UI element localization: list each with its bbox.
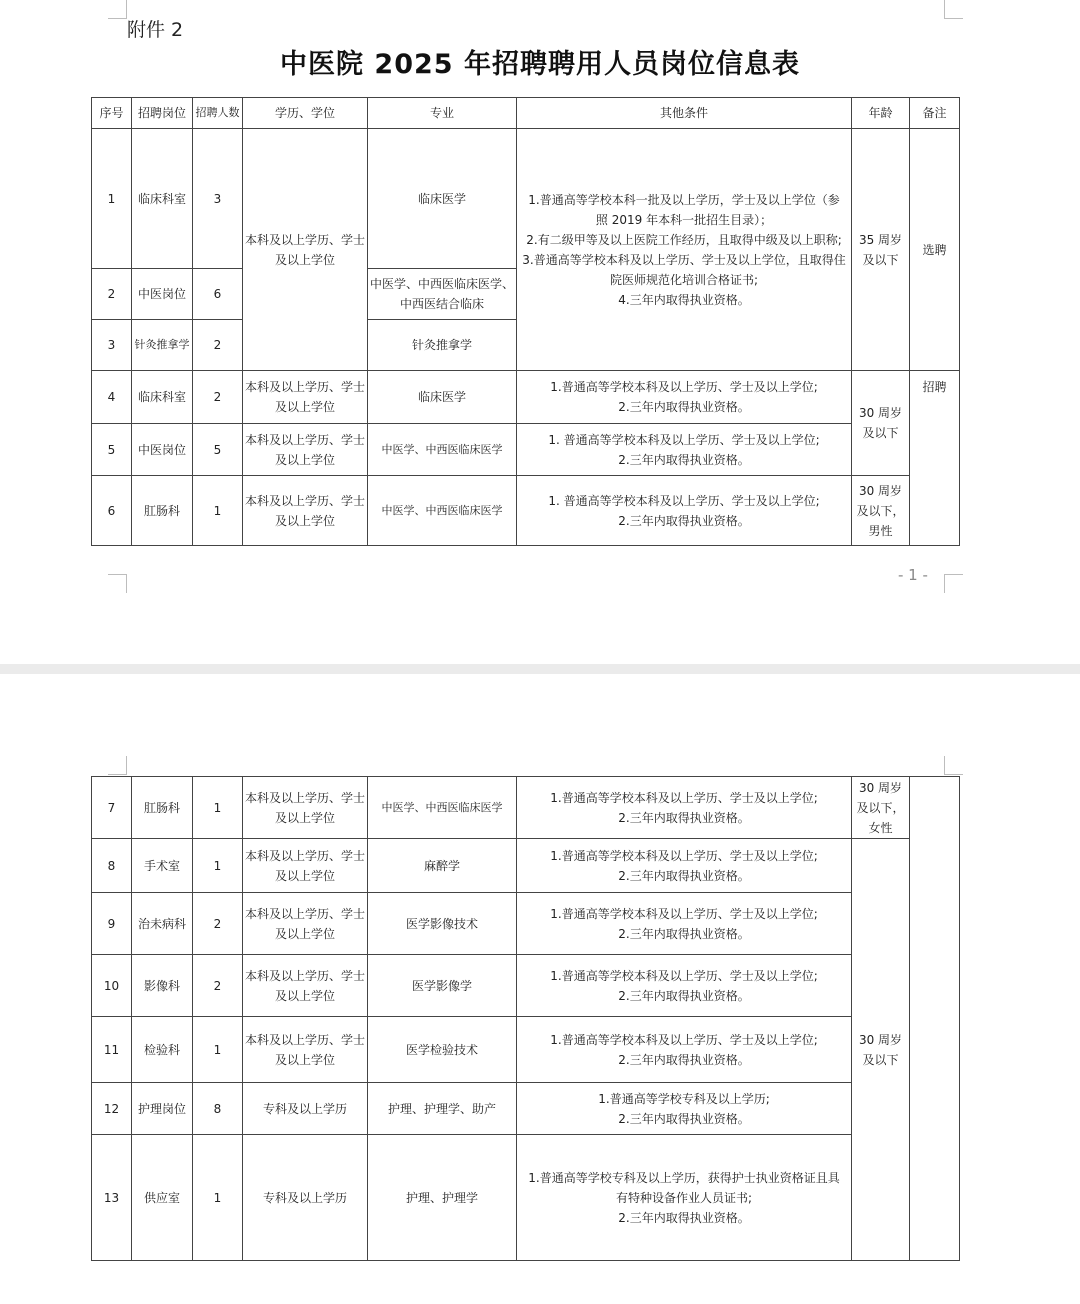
condition-line: 1.普通高等学校专科及以上学历; [598,1091,770,1106]
condition-line: 2.三年内取得执业资格。 [618,513,750,528]
header-other: 其他条件 [517,98,852,129]
row-major: 麻醉学 [368,839,517,893]
condition-line: 1.普通高等学校本科及以上学历、学士及以上学位; [550,848,818,863]
row-major: 护理、护理学 [368,1135,517,1261]
row-count: 6 [193,269,243,320]
condition-line: 1.普通高等学校本科及以上学历、学士及以上学位; [550,968,818,983]
positions-table-page-1 [91,97,960,546]
table-row [92,1017,960,1083]
table-row [92,424,960,476]
row-post: 治未病科 [132,893,193,955]
condition-line: 4.三年内取得执业资格。 [618,292,750,307]
table-row [92,1135,960,1261]
table-row [92,893,960,955]
condition-line: 1.普通高等学校本科及以上学历、学士及以上学位; [550,380,818,394]
row-major: 临床医学 [368,129,517,269]
row-no: 3 [92,320,132,371]
row-post: 临床科室 [132,129,193,269]
row-major: 医学检验技术 [368,1017,517,1083]
row-post: 护理岗位 [132,1083,193,1135]
row-other-conditions [517,893,852,955]
group1-note: 选聘 [910,129,960,371]
page-corner-mark [108,756,127,775]
row-no: 10 [92,955,132,1017]
row-no: 11 [92,1017,132,1083]
header-no: 序号 [92,98,132,129]
row-other-conditions [517,1135,852,1261]
condition-line: 1. 普通高等学校本科及以上学历、学士及以上学位; [548,493,820,508]
row-post: 肛肠科 [132,476,193,546]
row-degree: 本科及以上学历、学士及以上学位 [243,955,368,1017]
condition-line: 照 2019 年本科一批招生目录）； [595,212,773,227]
row-count: 1 [193,1017,243,1083]
condition-line: 1.普通高等学校本科及以上学历、学士及以上学位; [550,1032,818,1047]
row-no: 13 [92,1135,132,1261]
row-count: 1 [193,1135,243,1261]
row-no: 2 [92,269,132,320]
condition-line: 院医师规范化培训合格证书; [609,272,759,287]
row-major: 中医学、中西医临床医学 [368,777,517,839]
row-degree: 本科及以上学历、学士及以上学位 [243,1017,368,1083]
page-corner-mark [944,756,963,775]
row-count: 5 [193,424,243,476]
group2-note: 招聘 [910,371,960,546]
condition-line: 有特种设备作业人员证书; [615,1190,753,1205]
condition-line: 2.三年内取得执业资格。 [618,926,750,941]
row-no: 7 [92,777,132,839]
condition-line: 2.三年内取得执业资格。 [618,1210,750,1225]
table-row [92,777,960,839]
header-age: 年龄 [852,98,910,129]
row-major: 临床医学 [368,371,517,424]
row-no: 5 [92,424,132,476]
row-other-conditions [517,1017,852,1083]
row-degree: 专科及以上学历 [243,1083,368,1135]
document-page-2 [0,674,1080,1304]
positions-table-page-2 [91,776,960,1261]
row-post: 肛肠科 [132,777,193,839]
row-count: 1 [193,777,243,839]
row-degree: 本科及以上学历、学士及以上学位 [243,777,368,839]
row-post: 临床科室 [132,371,193,424]
row-note-empty [910,777,960,1261]
row-degree: 本科及以上学历、学士及以上学位 [243,839,368,893]
row-no: 8 [92,839,132,893]
document-title: 中医院 2025 年招聘聘用人员岗位信息表 [280,49,800,80]
header-note: 备注 [910,98,960,129]
row-no: 6 [92,476,132,546]
group1-age: 35 周岁及以下 [852,129,910,371]
row-degree: 专科及以上学历 [243,1135,368,1261]
condition-line: 1.普通高等学校专科及以上学历，获得护士执业资格证且具 [528,1170,840,1185]
table-row [92,371,960,424]
condition-line: 2.三年内取得执业资格。 [618,452,750,467]
page-corner-mark [944,574,963,593]
row-major: 医学影像学 [368,955,517,1017]
row-post: 针灸推拿学 [132,320,193,371]
table-header-row [92,98,960,129]
row-count: 2 [193,893,243,955]
row-degree: 本科及以上学历、学士及以上学位 [243,893,368,955]
row-major: 中医学、中西医临床医学、中西医结合临床 [368,269,517,320]
condition-line: 1.普通高等学校本科及以上学历、学士及以上学位; [550,790,818,805]
page-number: - 1 - [898,566,928,584]
table-row [92,476,960,546]
row-no: 1 [92,129,132,269]
attachment-label: 附件 2 [127,19,184,41]
condition-line: 1.普通高等学校本科一批及以上学历，学士及以上学位（参 [528,192,840,207]
row-other-conditions [517,1083,852,1135]
row-post: 影像科 [132,955,193,1017]
row-no: 9 [92,893,132,955]
condition-line: 2.三年内取得执业资格。 [618,810,750,825]
row-count: 2 [193,320,243,371]
page-corner-mark [944,0,963,19]
condition-line: 2.三年内取得执业资格。 [618,1111,750,1126]
row-no: 12 [92,1083,132,1135]
row-major: 针灸推拿学 [368,320,517,371]
row-post: 中医岗位 [132,424,193,476]
group3-age: 30 周岁及以下 [852,839,910,1261]
row-major: 护理、护理学、助产 [368,1083,517,1135]
condition-line: 1.普通高等学校本科及以上学历、学士及以上学位; [550,906,818,921]
table-row [92,129,960,269]
row-degree: 本科及以上学历、学士及以上学位 [243,371,368,424]
page-corner-mark [108,0,127,19]
condition-line: 2.三年内取得执业资格。 [618,1052,750,1067]
row-post: 中医岗位 [132,269,193,320]
condition-line: 2.三年内取得执业资格。 [618,400,750,414]
group2-age: 30 周岁及以下 [852,371,910,476]
row-other-conditions [517,955,852,1017]
row-major: 中医学、中西医临床医学 [368,424,517,476]
header-post: 招聘岗位 [132,98,193,129]
row-count: 2 [193,955,243,1017]
page-corner-mark [108,574,127,593]
row-other-conditions [517,839,852,893]
group1-degree: 本科及以上学历、学士及以上学位 [243,129,368,371]
table-row [92,1083,960,1135]
condition-line: 2.有二级甲等及以上医院工作经历，且取得中级及以上职称; [526,232,842,247]
header-count: 招聘人数 [193,98,243,129]
row-count: 8 [193,1083,243,1135]
condition-line: 2.三年内取得执业资格。 [618,868,750,883]
row-major: 中医学、中西医临床医学 [368,476,517,546]
row-other-conditions [517,777,852,839]
row-post: 手术室 [132,839,193,893]
table-row [92,839,960,893]
row-no: 4 [92,371,132,424]
row-count: 3 [193,129,243,269]
condition-line: 1. 普通高等学校本科及以上学历、学士及以上学位; [548,432,820,447]
row-count: 2 [193,371,243,424]
row-degree: 本科及以上学历、学士及以上学位 [243,476,368,546]
row-post: 检验科 [132,1017,193,1083]
table-row [92,955,960,1017]
header-degree: 学历、学位 [243,98,368,129]
row-other-conditions [517,371,852,424]
header-major: 专业 [368,98,517,129]
condition-line: 3.普通高等学校本科及以上学历、学士及以上学位，且取得住 [522,252,846,267]
row-age: 30 周岁及以下，女性 [852,777,910,839]
condition-line: 2.三年内取得执业资格。 [618,988,750,1003]
row-count: 1 [193,476,243,546]
group1-other-conditions [517,129,852,371]
row-other-conditions [517,476,852,546]
row-post: 供应室 [132,1135,193,1261]
row-age: 30 周岁及以下，男性 [852,476,910,546]
row-count: 1 [193,839,243,893]
row-major: 医学影像技术 [368,893,517,955]
row-degree: 本科及以上学历、学士及以上学位 [243,424,368,476]
row-other-conditions [517,424,852,476]
